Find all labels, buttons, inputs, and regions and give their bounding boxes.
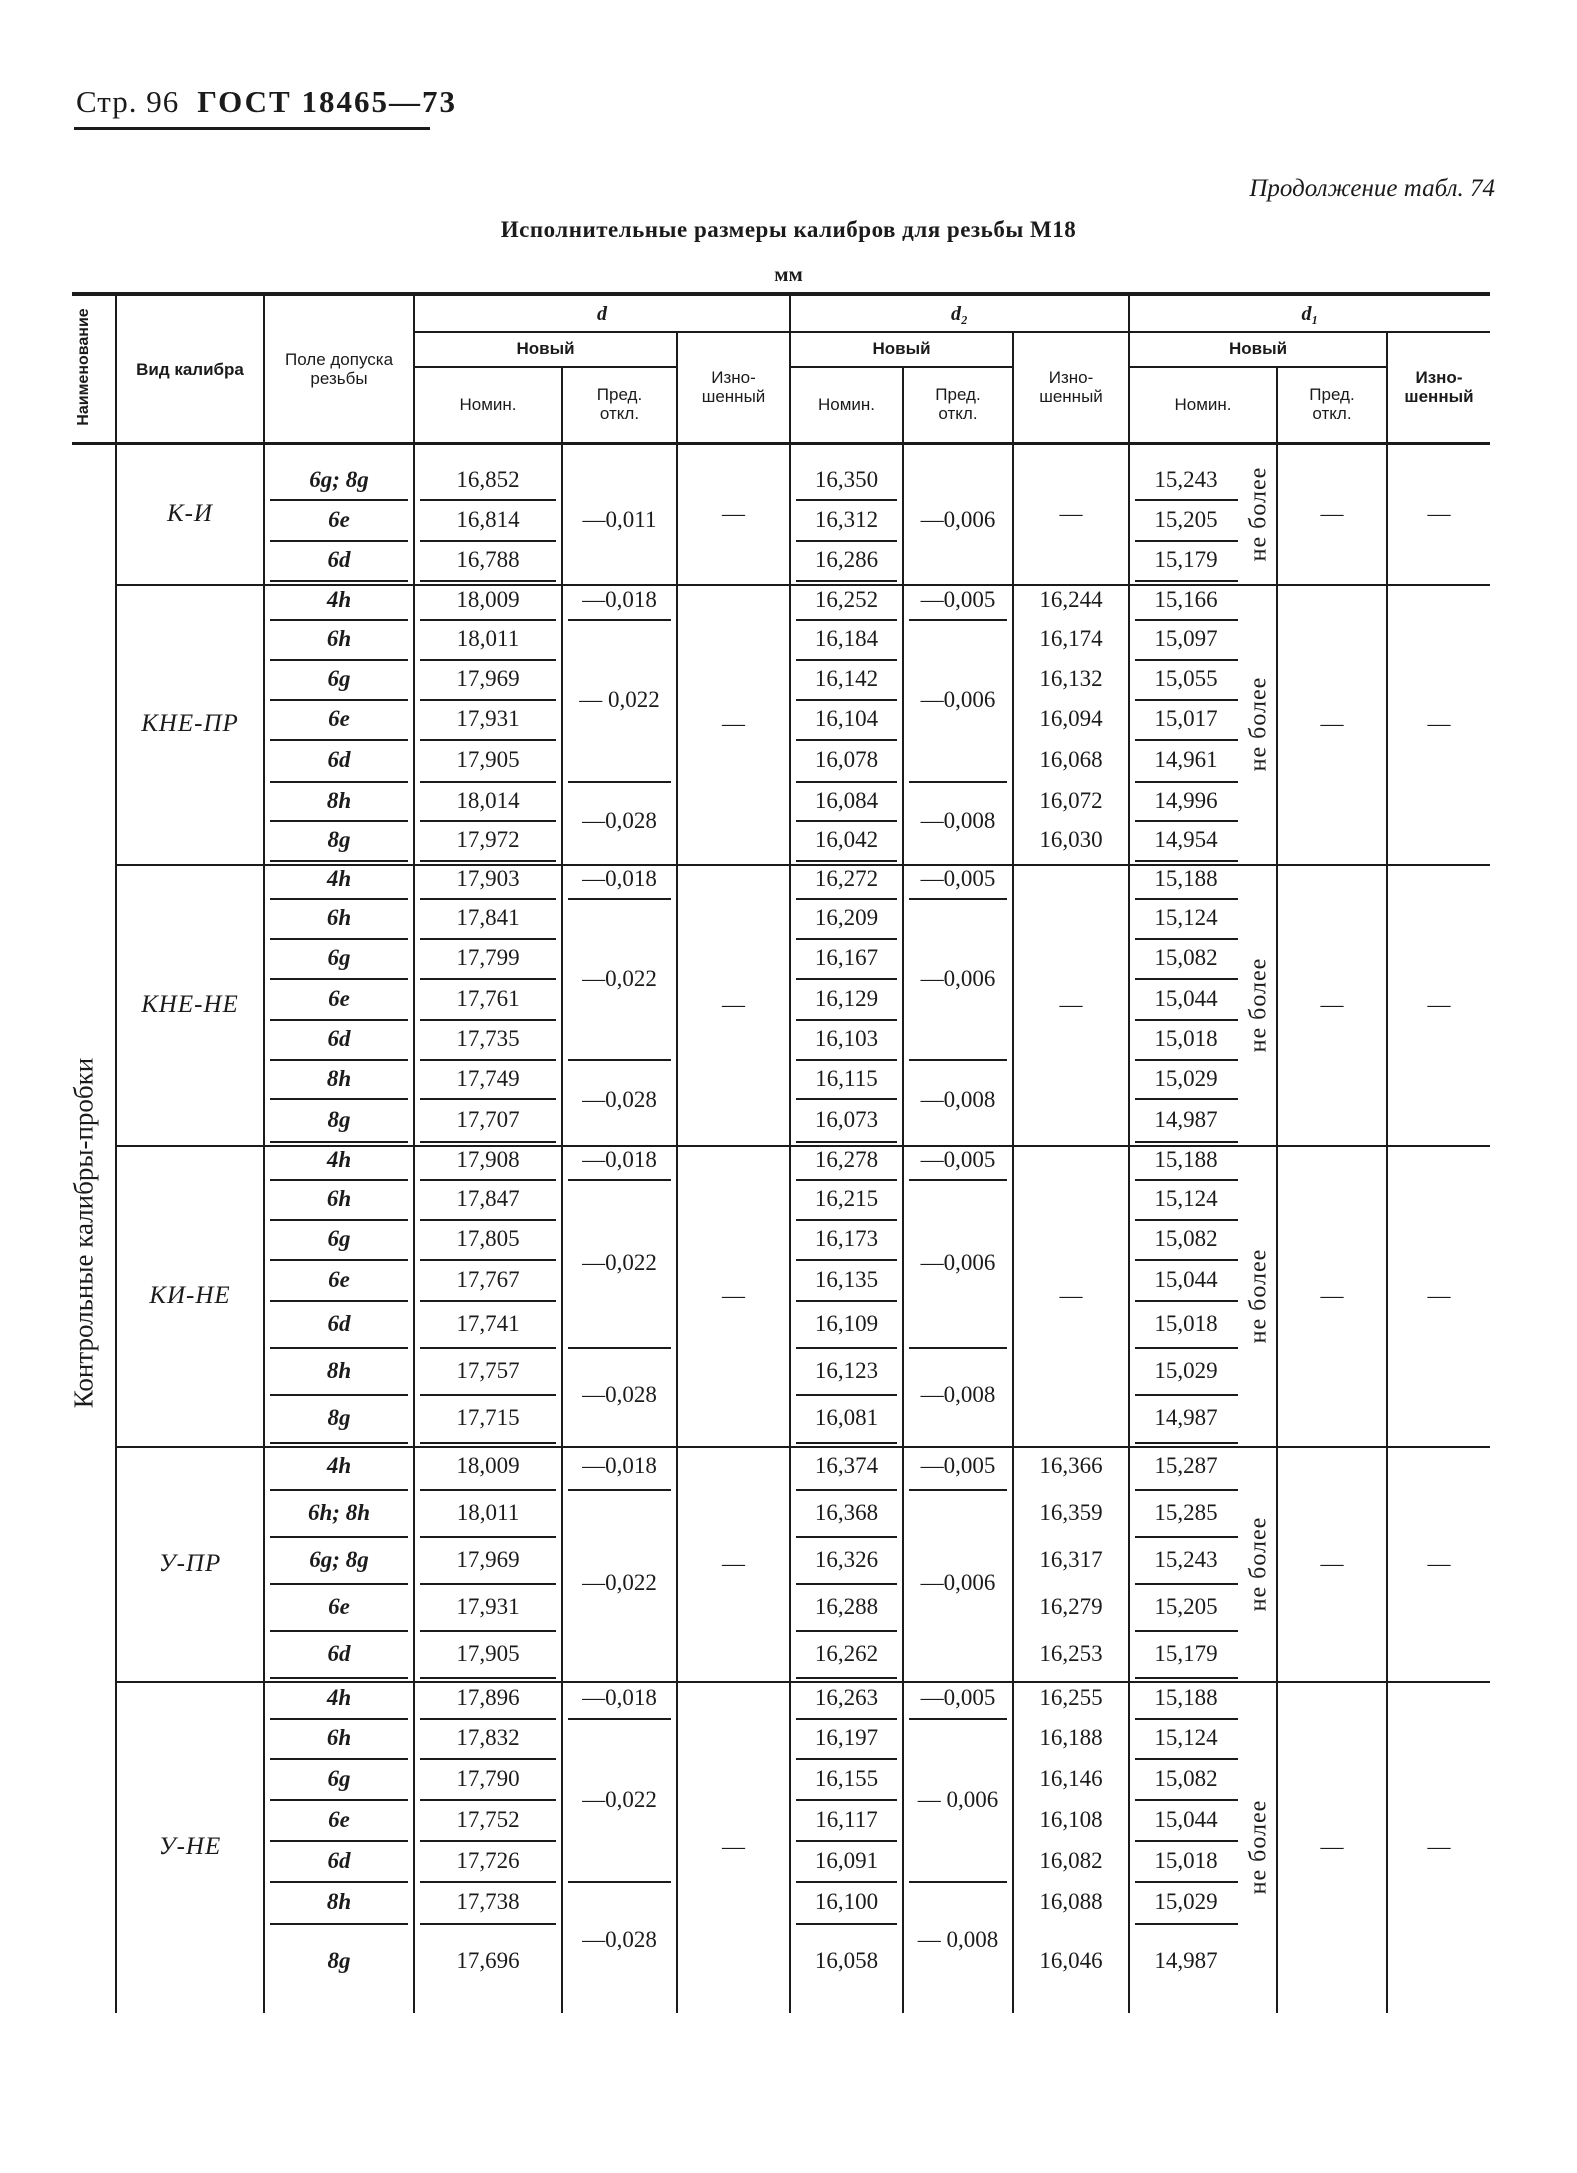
d2-limit-dev-cell: —0,005 (920, 586, 996, 612)
d1-worn-header: Изно-шенный (1404, 367, 1474, 406)
d-worn-cell: — (722, 991, 745, 1017)
d-limit-dev-cell: —0,028 (582, 1381, 657, 1407)
d1-nominal-cell: 15,029 (1154, 1065, 1218, 1091)
d-nominal-cell: 18,009 (456, 586, 520, 612)
d-nominal-cell: 17,767 (456, 1266, 520, 1292)
tolerance-field-cell: 6h (326, 905, 352, 930)
column-d1-header: d₁ (1301, 302, 1319, 325)
tolerance-field-cell: 6e (328, 985, 350, 1011)
tolerance-field-cell: 6g (327, 945, 351, 970)
tolerance-field-cell: 6g; 8g (309, 466, 369, 492)
d2-worn-header: Изно-шенный (1039, 367, 1103, 406)
d-nominal-cell: 17,931 (456, 706, 520, 731)
tolerance-field-cell: 8g (327, 827, 351, 852)
d2-limit-dev-cell: —0,008 (920, 1381, 996, 1407)
d2-worn-cell: 16,132 (1039, 666, 1103, 691)
d2-worn-cell: 16,366 (1039, 1452, 1103, 1478)
d-limit-dev-cell: —0,028 (582, 807, 657, 833)
d1-limit-dev-cell: — (1320, 500, 1344, 526)
d1-nominal-cell: 15,124 (1154, 1725, 1218, 1750)
d1-limit-dev-cell: — (1320, 711, 1344, 736)
d-limit-dev-cell: —0,011 (582, 507, 657, 532)
d2-nominal-cell: 16,104 (814, 706, 879, 731)
d1-nominal-cell: 15,082 (1154, 1765, 1218, 1791)
d2-nominal-cell: 16,262 (814, 1640, 879, 1666)
d2-nominal-cell: 16,109 (814, 1310, 879, 1336)
d2-nominal-cell: 16,117 (815, 1806, 878, 1832)
d2-limit-dev-cell: —0,006 (920, 1250, 996, 1275)
tolerance-field-cell: 4h (326, 866, 352, 891)
d2-worn-cell: 16,088 (1039, 1889, 1103, 1914)
d1-nominal-cell: 14,996 (1154, 787, 1218, 813)
d1-limit-dev-header: Пред. откл. (1309, 385, 1355, 423)
d1-limit-dev-cell: — (1320, 1834, 1344, 1859)
gauge-type-label: КНЕ-НЕ (141, 990, 239, 1018)
d-new-header: Новый (516, 339, 575, 359)
d2-worn-cell: 16,359 (1039, 1499, 1103, 1525)
d-nominal-cell: 18,011 (456, 626, 520, 651)
tolerance-field-cell: 8h (326, 1065, 352, 1091)
d2-nominal-cell: 16,135 (814, 1266, 879, 1292)
d1-worn-cell: — (1427, 991, 1451, 1017)
d1-nominal-cell: 15,082 (1154, 1226, 1218, 1251)
d-nominal-cell: 17,908 (456, 1147, 520, 1172)
d1-nominal-cell: 15,124 (1154, 1186, 1218, 1211)
tolerance-field-cell: 6e (328, 1806, 350, 1832)
d2-worn-cell: 16,046 (1039, 1947, 1103, 1973)
d1-limit-dev-cell: — (1320, 1550, 1344, 1576)
d-nominal-cell: 17,905 (456, 1640, 520, 1666)
page-number: Стр. 96 (76, 84, 180, 119)
d-nominal-cell: 17,805 (456, 1226, 520, 1251)
d-limit-dev-cell: —0,022 (582, 1250, 657, 1275)
d2-worn-cell: 16,279 (1039, 1593, 1103, 1619)
tolerance-field-cell: 6d (327, 747, 351, 772)
d-worn-cell: — (722, 711, 745, 736)
gauge-type-label: У-НЕ (158, 1833, 222, 1860)
d-limit-dev-cell: —0,028 (582, 1087, 657, 1112)
d2-new-header: Новый (872, 339, 931, 359)
d1-nominal-cell: 15,097 (1154, 626, 1218, 651)
d2-nominal-cell: 16,252 (814, 586, 879, 612)
tolerance-field-cell: 6h; 8h (308, 1499, 370, 1525)
d2-limit-dev-cell: —0,005 (920, 866, 996, 891)
d1-nominal-cell: 14,954 (1154, 827, 1218, 852)
tolerance-field-cell: 6d (327, 1847, 351, 1873)
tolerance-field-cell: 8h (326, 787, 352, 813)
gauge-dimensions-table: Наименование Вид калибра Поле допуска резьбы d d₂ d₁ Новый Новый Новый Изно-шенный Изно-шенный Изно-шенный Номин. Пред. откл. Номин. Пред. откл. Номин. Пред. откл. Контрольные калибры-пробки 6g; 8g 16,852 16,350 15,243 6e 16,814 16,312 15,205 6d 16,788 16,286 15,179 4h 18,009 16,252 16,244 15,166 6h 18,011 16,184 16,174 15,097 6g 17,969 16,142 16,132 15,055 6e 17,931 16,104 16,094 15,017 6d 17,905 16,078 16,068 14,961 8h 18,014 16,084 16,072 14,996 8g 17,972 16,042 16,030 14,954 4h 17,903 16,272 15,188 6h 17,841 16,209 15,124 6g 17,799 16,167 15,082 6e 17,761 16,129 15,044 6d 17,735 16,103 15,018 8h 17,749 16,115 15,029 8g 17,707 16,073 14,987 4h 17,908 16,278 15,188 6h 17,847 16,215 15,124 6g 17,805 16,173 15,082 6e 17,767 16,135 15,044 6d 17,741 16,109 15,018 8h 17,757 16,123 15,029 8g 17,715 16,081 14,987 4h 18,009 16,374 16,366 15,287 6h; 8h 18,011 16,368 16,359 15,285 6g; 8g 17,969 16,326 16,317 15,243 6e 17,931 16,288 16,279 15,205 6d 17,905 16,262 16,253 15,179 4h 17,896 16,263 16,255 15,188 6h 17,832 16,197 16,188 15,124 6g 17,790 16,155 16,146 15,082 6e 17,752 16,117 16,108 15,044 6d 17,726 16,091 16,082 15,018 8h 17,738 16,100 16,088 15,029 8g 17,696 16,058 16,046 14,987 К-И — — — — —0,011 —0,006 не более КНЕ-ПР — — — —0,018 — 0,022 —0,028 —0,005 —0,006 —0,008 не более КНЕ-НЕ — — — — —0,018 —0,022 —0,028 —0,005 —0,006 —0,008 не более КИ-НЕ — — — — —0,018 —0,022 —0,028 —0,005 —0,006 —0,008 не более У-ПР — — — —0,018 —0,022 —0,005 —0,006 не более У-НЕ — — — —0,018 —0,022 —0,028 —0,005 — 0,006 — 0,008 не более (0, 0, 1577, 2173)
d-limit-dev-cell: —0,018 (582, 586, 657, 612)
d-limit-dev-cell: —0,018 (582, 1452, 657, 1478)
tolerance-field-cell: 8g (327, 1947, 351, 1973)
d2-nominal-cell: 16,215 (814, 1186, 879, 1211)
tolerance-field-cell: 6e (328, 1266, 350, 1292)
d1-nominal-cell: 15,205 (1154, 506, 1218, 532)
d-nominal-cell: 17,972 (456, 827, 520, 852)
tolerance-field-cell: 6d (327, 1026, 351, 1051)
d2-nominal-cell: 16,173 (814, 1226, 879, 1251)
d2-limit-dev-cell: —0,006 (920, 507, 996, 532)
d2-nominal-cell: 16,368 (814, 1499, 879, 1525)
d2-worn-cell: 16,082 (1039, 1847, 1103, 1873)
d1-limit-dev-cell: — (1320, 991, 1344, 1017)
tolerance-field-cell: 4h (326, 1147, 352, 1172)
tolerance-field-cell: 6d (327, 547, 351, 572)
d-limit-dev-cell: —0,022 (582, 965, 657, 991)
d1-nominal-cell: 15,018 (1154, 1847, 1218, 1873)
d2-worn-cell: — (1059, 991, 1083, 1017)
d-nominal-cell: 17,969 (456, 666, 520, 691)
table-caption: Исполнительные размеры калибров для резьбы М18 (500, 217, 1077, 242)
d2-nominal-cell: 16,073 (814, 1106, 879, 1132)
gauge-type-label: КНЕ-ПР (141, 710, 239, 737)
d2-worn-cell: 16,188 (1039, 1725, 1103, 1750)
d-nominal-cell: 17,749 (456, 1065, 520, 1091)
d-nominal-cell: 16,814 (456, 506, 520, 532)
tolerance-field-cell: 6d (327, 1310, 351, 1336)
d-limit-dev-cell: —0,028 (582, 1926, 657, 1952)
d1-nominal-cell: 14,987 (1154, 1947, 1218, 1973)
d-limit-dev-header: Пред. откл. (596, 385, 643, 423)
d1-nominal-cell: 15,029 (1154, 1889, 1218, 1914)
tolerance-field-cell: 6h (326, 626, 352, 651)
d2-nominal-cell: 16,197 (814, 1725, 879, 1750)
tolerance-field-cell: 4h (326, 1452, 352, 1478)
d2-nominal-cell: 16,272 (814, 866, 879, 891)
d-nominal-cell: 17,931 (456, 1593, 520, 1619)
tolerance-field-cell: 4h (326, 586, 352, 612)
d2-limit-dev-cell: —0,008 (920, 807, 996, 833)
d1-nominal-cell: 15,017 (1154, 706, 1218, 731)
gauge-type-label: К-И (167, 499, 213, 527)
column-d2-header: d₂ (951, 302, 968, 325)
d2-worn-cell: 16,068 (1039, 747, 1103, 772)
tolerance-field-cell: 8h (326, 1889, 352, 1914)
d2-limit-dev-cell: —0,005 (920, 1684, 996, 1710)
d1-nominal-cell: 15,055 (1154, 666, 1218, 691)
d1-nominal-cell: 15,205 (1154, 1593, 1218, 1619)
d1-nominal-cell: 15,044 (1154, 1806, 1218, 1832)
d2-nominal-cell: 16,081 (814, 1405, 879, 1430)
d-nominal-cell: 17,905 (456, 747, 520, 772)
tolerance-field-cell: 8g (327, 1106, 351, 1132)
d2-worn-cell: 16,146 (1039, 1765, 1103, 1791)
d-nominal-cell: 17,847 (456, 1186, 520, 1211)
tolerance-field-cell: 6h (326, 1186, 352, 1211)
d1-nominal-header: Номин. (1174, 394, 1232, 414)
d-nominal-cell: 17,841 (456, 905, 520, 930)
d1-nominal-cell: 15,124 (1154, 905, 1218, 930)
d1-limit-dev-cell: — (1320, 1282, 1344, 1308)
d2-worn-cell: — (1059, 500, 1083, 526)
d2-limit-dev-cell: —0,005 (920, 1147, 996, 1172)
d2-nominal-cell: 16,123 (814, 1357, 879, 1383)
d2-nominal-cell: 16,184 (814, 626, 879, 651)
standard-number: ГОСТ 18465—73 (197, 84, 457, 119)
continuation-note: Продолжение табл. 74 (1249, 175, 1495, 202)
d2-nominal-cell: 16,078 (814, 747, 879, 772)
d-limit-dev-cell: —0,022 (582, 1570, 657, 1595)
d2-nominal-cell: 16,312 (814, 506, 879, 532)
d2-worn-cell: 16,174 (1039, 626, 1103, 651)
d1-worn-cell: — (1427, 1550, 1451, 1576)
d-nominal-cell: 18,009 (456, 1452, 520, 1478)
d-nominal-cell: 18,014 (456, 787, 520, 813)
d-nominal-cell: 17,832 (456, 1725, 520, 1750)
d1-nominal-cell: 15,044 (1154, 1266, 1218, 1292)
d-worn-cell: — (722, 1550, 745, 1576)
d-nominal-cell: 17,969 (456, 1546, 520, 1572)
tolerance-field-cell: 6h (326, 1725, 352, 1750)
d-nominal-header: Номин. (459, 394, 517, 414)
column-d-header: d (597, 302, 607, 325)
d1-nominal-cell: 15,044 (1154, 985, 1218, 1011)
d2-worn-cell: 16,072 (1039, 787, 1103, 813)
tolerance-field-cell: 6e (328, 506, 350, 532)
tolerance-field-cell: 6g; 8g (309, 1546, 369, 1572)
tolerance-field-cell: 6g (327, 1765, 351, 1791)
d2-nominal-cell: 16,288 (814, 1593, 879, 1619)
d2-limit-dev-cell: —0,006 (920, 965, 996, 991)
d2-nominal-cell: 16,155 (814, 1765, 879, 1791)
d2-worn-cell: — (1059, 1282, 1083, 1308)
d-nominal-cell: 17,761 (456, 985, 520, 1011)
d-limit-dev-cell: —0,018 (582, 1684, 657, 1710)
d1-worn-cell: — (1427, 1282, 1451, 1308)
d-limit-dev-cell: —0,018 (582, 1147, 657, 1172)
d1-nominal-cell: 15,166 (1154, 586, 1218, 612)
d2-worn-cell: 16,094 (1039, 706, 1103, 731)
d-nominal-cell: 17,707 (456, 1106, 520, 1132)
d1-nominal-cell: 14,987 (1154, 1106, 1218, 1132)
tolerance-field-cell: 8g (327, 1405, 351, 1430)
d2-nominal-cell: 16,100 (814, 1889, 879, 1914)
d2-limit-dev-cell: —0,006 (920, 1570, 996, 1595)
d1-nominal-cell: 15,188 (1154, 1684, 1218, 1710)
d-nominal-cell: 17,715 (456, 1405, 520, 1430)
d1-nominal-cell: 15,188 (1154, 866, 1218, 891)
gauge-type-label: У-ПР (158, 1549, 222, 1577)
d2-nominal-header: Номин. (817, 394, 876, 414)
d-nominal-cell: 17,757 (456, 1357, 520, 1383)
d2-nominal-cell: 16,129 (814, 985, 879, 1011)
d1-new-header: Новый (1228, 339, 1288, 359)
tolerance-field-cell: 6e (328, 706, 350, 731)
d-nominal-cell: 17,696 (456, 1947, 520, 1973)
d1-worn-cell: — (1427, 500, 1451, 526)
d-worn-cell: — (722, 1834, 745, 1859)
d2-nominal-cell: 16,058 (814, 1947, 879, 1973)
d2-nominal-cell: 16,103 (814, 1026, 879, 1051)
tolerance-field-cell: 4h (326, 1684, 352, 1710)
d2-nominal-cell: 16,142 (814, 666, 879, 691)
column-tolerance-field-header: Поле допуска резьбы (284, 350, 394, 388)
d1-nominal-cell: 15,179 (1154, 547, 1218, 572)
tolerance-field-cell: 6e (328, 1593, 350, 1619)
d2-worn-cell: 16,255 (1039, 1684, 1103, 1710)
d2-limit-dev-cell: — 0,006 (917, 1786, 999, 1812)
d-nominal-cell: 17,896 (456, 1684, 520, 1710)
d2-nominal-cell: 16,326 (814, 1546, 879, 1572)
d-limit-dev-cell: — 0,022 (579, 687, 660, 712)
d1-nominal-cell: 15,285 (1154, 1499, 1218, 1525)
d2-limit-dev-cell: —0,006 (920, 687, 996, 712)
d1-worn-cell: — (1427, 1834, 1451, 1859)
d2-nominal-cell: 16,286 (814, 547, 879, 572)
d-nominal-cell: 16,788 (456, 547, 520, 572)
d-nominal-cell: 17,799 (456, 945, 520, 970)
d-nominal-cell: 17,738 (456, 1889, 520, 1914)
d-nominal-cell: 17,735 (456, 1026, 520, 1051)
d2-limit-dev-cell: — 0,008 (917, 1926, 999, 1952)
d2-nominal-cell: 16,350 (814, 466, 879, 492)
column-gauge-type-header: Вид калибра (136, 359, 244, 379)
d2-worn-cell: 16,030 (1039, 827, 1103, 852)
d2-nominal-cell: 16,167 (814, 945, 879, 970)
d-limit-dev-cell: —0,022 (582, 1786, 657, 1812)
d-nominal-cell: 16,852 (456, 466, 520, 492)
d2-nominal-cell: 16,115 (815, 1065, 878, 1091)
d-worn-cell: — (722, 1282, 745, 1308)
d1-worn-cell: — (1427, 711, 1451, 736)
gauge-type-label: КИ-НЕ (149, 1281, 231, 1309)
d2-worn-cell: 16,244 (1039, 586, 1103, 612)
d1-nominal-cell: 15,243 (1154, 1546, 1218, 1572)
d1-nominal-cell: 15,082 (1154, 945, 1218, 970)
d1-nominal-cell: 15,179 (1154, 1640, 1218, 1666)
tolerance-field-cell: 6d (327, 1640, 351, 1666)
d2-nominal-cell: 16,084 (814, 787, 879, 813)
tolerance-field-cell: 6g (327, 666, 351, 691)
d1-nominal-cell: 15,029 (1154, 1357, 1218, 1383)
d1-nominal-cell: 14,987 (1154, 1405, 1218, 1430)
d1-nominal-cell: 15,188 (1154, 1147, 1218, 1172)
d-worn-cell: — (722, 500, 745, 526)
d1-nominal-cell: 15,018 (1154, 1310, 1218, 1336)
d-limit-dev-cell: —0,018 (582, 866, 657, 891)
d-nominal-cell: 17,903 (456, 866, 520, 891)
d2-nominal-cell: 16,263 (814, 1684, 879, 1710)
d-nominal-cell: 17,741 (456, 1310, 520, 1336)
d-worn-header: Изно-шенный (701, 367, 766, 406)
d2-nominal-cell: 16,091 (814, 1847, 879, 1873)
d2-nominal-cell: 16,278 (814, 1147, 879, 1172)
d2-limit-dev-cell: —0,008 (920, 1087, 996, 1112)
d-nominal-cell: 17,752 (456, 1806, 520, 1832)
d1-nominal-cell: 14,961 (1154, 747, 1218, 772)
d-nominal-cell: 17,790 (456, 1765, 520, 1791)
d-nominal-cell: 18,011 (456, 1499, 520, 1525)
table-units: мм (774, 262, 803, 286)
d2-nominal-cell: 16,042 (814, 827, 879, 852)
d2-nominal-cell: 16,209 (814, 905, 879, 930)
d-nominal-cell: 17,726 (456, 1847, 520, 1873)
d2-limit-dev-header: Пред. откл. (935, 385, 981, 423)
d1-nominal-cell: 15,243 (1154, 466, 1218, 492)
d2-nominal-cell: 16,374 (814, 1452, 879, 1478)
tolerance-field-cell: 8h (326, 1357, 352, 1383)
d2-limit-dev-cell: —0,005 (920, 1452, 996, 1478)
tolerance-field-cell: 6g (327, 1226, 351, 1251)
d1-nominal-cell: 15,287 (1154, 1452, 1218, 1478)
d1-nominal-cell: 15,018 (1154, 1026, 1218, 1051)
d2-worn-cell: 16,317 (1039, 1546, 1103, 1572)
d2-worn-cell: 16,253 (1039, 1640, 1103, 1666)
d2-worn-cell: 16,108 (1039, 1806, 1103, 1832)
